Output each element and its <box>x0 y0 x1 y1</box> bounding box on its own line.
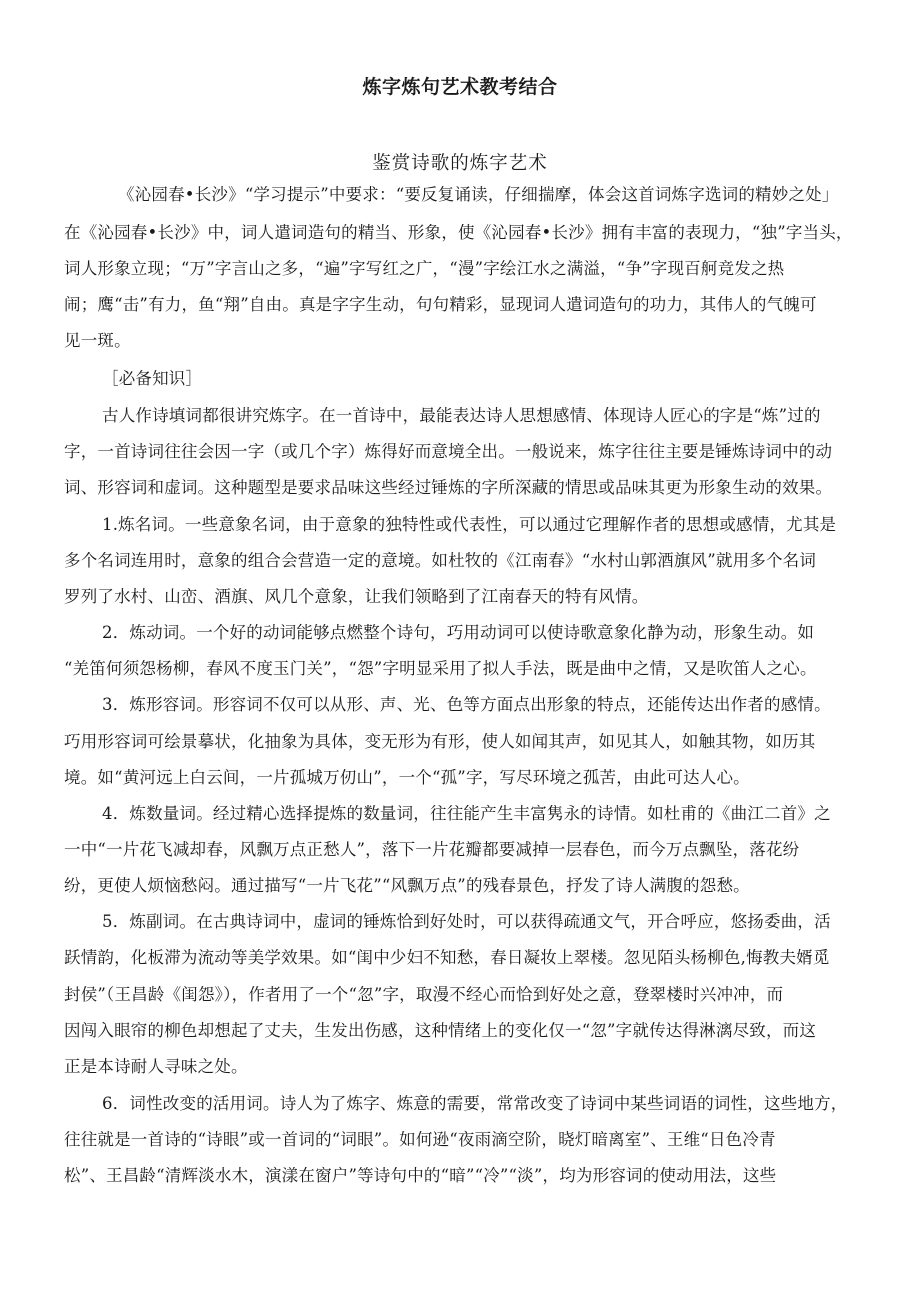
body-line: 闹；鹰“击”有力，鱼“翔”自由。真是字字生动，句句精彩，显现词人遣词造句的功力，其伟人的气魄可 <box>64 295 817 314</box>
body-line: 字，一首诗词往往会因一字（或几个字）炼得好而意境全出。一般说来，炼字往往主要是锤炼诗词中的动 <box>64 442 833 461</box>
body-line: 1.炼名词。一些意象名词，由于意象的独特性或代表性，可以通过它理解作者的思想或感情，尤其是 <box>102 515 837 534</box>
body-line: 因闯入眼帘的柳色却想起了丈夫，生发出伤感，这种情绪上的变化仅一“忽”字就传达得淋漓尽致，而这 <box>64 1021 817 1040</box>
body-line: 一中“一片花飞减却春，风飘万点正愁人”，落下一片花瓣都要减掉一层春色，而今万点飘坠，落花纷 <box>64 840 800 859</box>
section-heading: ［必备知识］ <box>102 369 203 388</box>
document-title: 炼字炼句艺术教考结合 <box>362 76 558 98</box>
body-line: 往往就是一首诗的“诗眼”或一首词的“词眼”。如何逊“夜雨滴空阶，晓灯暗离室”、王维“日色冷青 <box>64 1130 776 1149</box>
body-line: 词、形容词和虚词。这种题型是要求品味这些经过锤炼的字所深藏的情思或品味其更为形象生动的效果。 <box>64 478 833 497</box>
body-line: 罗列了水村、山峦、酒旗、风几个意象，让我们领略到了江南春天的特有风情。 <box>64 587 649 606</box>
body-line: 词人形象立现；“万”字言山之多，“遍”字写红之广，“漫”字绘江水之满溢，“争”字现百舸竞发之热 <box>64 259 785 278</box>
body-line: 古人作诗填词都很讲究炼字。在一首诗中，最能表达诗人思想感情、体现诗人匠心的字是“炼”过的 <box>102 406 821 425</box>
body-line: 5．炼副词。在古典诗词中，虚词的锤炼恰到好处时，可以获得疏通文气，开合呼应，悠扬委曲，活 <box>102 912 831 931</box>
body-line: 《沁园春•长沙》“学习提示”中要求：“要反复诵读，仔细揣摩，体会这首词炼字选词的精妙之处」 <box>118 185 839 204</box>
body-line: 在《沁园春•长沙》中，词人遣词造句的精当、形象，使《沁园春•长沙》拥有丰富的表现力，“独”字当头， <box>64 223 853 242</box>
body-line: 巧用形容词可绘景摹状，化抽象为具体，变无形为有形，使人如闻其声，如见其人，如触其物，如历其 <box>64 732 816 751</box>
body-line: 3．炼形容词。形容词不仅可以从形、声、光、色等方面点出形象的特点，还能传达出作者的感情。 <box>102 695 831 714</box>
body-line: 松”、王昌龄“清辉淡水木，演漾在窗户”等诗句中的“暗”“冷”“淡”，均为形容词的使动用法，这些 <box>64 1166 777 1185</box>
body-line: 多个名词连用时，意象的组合会营造一定的意境。如杜牧的《江南春》“水村山郭酒旗风”就用多个名词 <box>64 551 817 570</box>
section-title: 鉴赏诗歌的炼字艺术 <box>372 153 548 174</box>
body-line: 正是本诗耐人寻味之处。 <box>64 1057 248 1076</box>
body-line: 4．炼数量词。经过精心选择提炼的数量词，往往能产生丰富隽永的诗情。如杜甫的《曲江二首》之 <box>102 804 831 823</box>
body-line: 见一斑。 <box>64 331 131 350</box>
body-line: 封侯”（王昌龄《闺怨》），作者用了一个“忽”字，取漫不经心而恰到好处之意，登翠楼时兴冲冲，而 <box>64 985 784 1004</box>
body-line: 2．炼动词。一个好的动词能够点燃整个诗句，巧用动词可以使诗歌意象化静为动，形象生动。如 <box>102 623 815 642</box>
body-line: 6．词性改变的活用词。诗人为了炼字、炼意的需要，常常改变了诗词中某些词语的词性，这些地方， <box>102 1094 848 1113</box>
body-line: 跃情韵，化板滞为流动等美学效果。如“闺中少妇不知愁，春日凝妆上翠楼。忽见陌头杨柳色,悔教夫婿觅 <box>64 948 830 967</box>
body-line: 纷，更使人烦恼愁闷。通过描写“一片飞花”“风飘万点”的残春景色，抒发了诗人满腹的怨愁。 <box>64 876 750 895</box>
body-line: 境。如“黄河远上白云间，一片孤城万仞山”，一个“孤”字，写尽环境之孤苦，由此可达人心。 <box>64 768 750 787</box>
body-line: “羌笛何须怨杨柳，春风不度玉门关”，“怨”字明显采用了拟人手法，既是曲中之情，又是吹笛人之心。 <box>64 659 817 678</box>
